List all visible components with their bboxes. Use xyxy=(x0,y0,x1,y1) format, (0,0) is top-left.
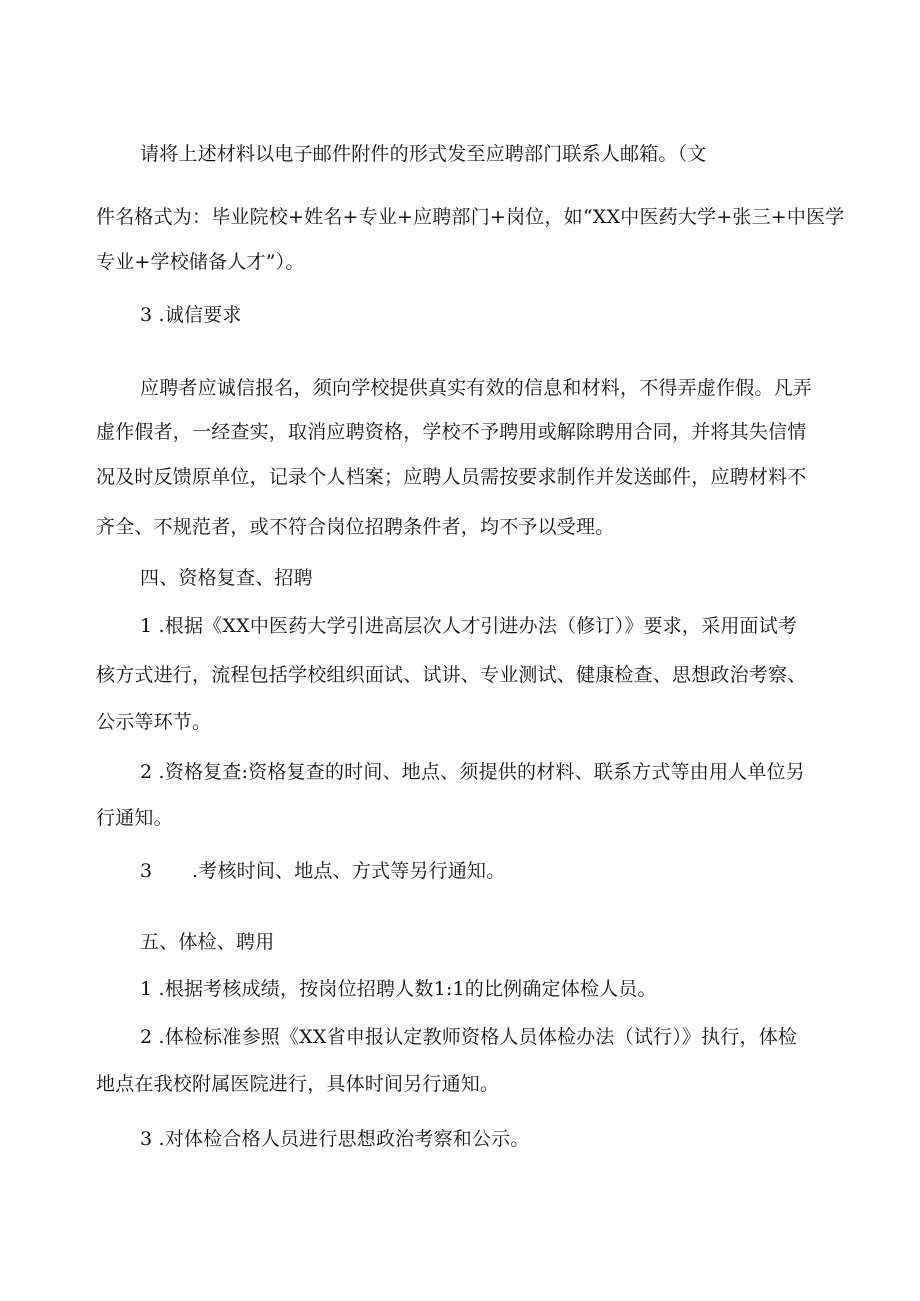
paragraph-email-instruction-line-1: 请将上述材料以电子邮件附件的形式发至应聘部门联系人邮箱。（文 xyxy=(140,143,707,165)
item-four-1-line-3: 公示等环节。 xyxy=(96,711,212,733)
section-heading-four: 四、资格复查、招聘 xyxy=(140,567,313,589)
paragraph-integrity-line-1: 应聘者应诚信报名，须向学校提供真实有效的信息和材料，不得弄虚作假。凡弄 xyxy=(140,377,813,399)
item-five-1: 1 .根据考核成绩，按岗位招聘人数1:1的比例确定体检人员。 xyxy=(140,978,657,1000)
item-four-1-line-1: 1 .根据《XX中医药大学引进高层次人才引进办法（修订）》要求，采用面试考 xyxy=(140,615,798,637)
paragraph-email-instruction-line-3: 专业+学校储备人才”）。 xyxy=(96,251,305,273)
item-four-3-number: 3 xyxy=(140,860,153,882)
paragraph-integrity-line-4: 齐全、不规范者，或不符合岗位招聘条件者，均不予以受理。 xyxy=(96,516,615,538)
section-heading-five: 五、体检、聘用 xyxy=(140,931,275,953)
item-five-2-line-1: 2 .体检标准参照《XX省申报认定教师资格人员体检办法（试行）》执行，体检 xyxy=(140,1026,798,1048)
paragraph-integrity-line-2: 虚作假者，一经查实，取消应聘资格，学校不予聘用或解除聘用合同，并将其失信情 xyxy=(96,421,807,443)
heading-integrity-requirements: 3 .诚信要求 xyxy=(140,304,242,326)
item-four-3-text: .考核时间、地点、方式等另行通知。 xyxy=(192,860,506,882)
item-five-2-line-2: 地点在我校附属医院进行，具体时间另行通知。 xyxy=(96,1073,500,1095)
paragraph-integrity-line-3: 况及时反馈原单位，记录个人档案；应聘人员需按要求制作并发送邮件，应聘材料不 xyxy=(96,466,807,488)
paragraph-email-instruction-line-2: 件名格式为：毕业院校+姓名+专业+应聘部门+岗位，如“XX中医药大学+张三+中医学 xyxy=(96,206,845,228)
item-five-3: 3 .对体检合格人员进行思想政治考察和公示。 xyxy=(140,1128,530,1150)
item-four-1-line-2: 核方式进行，流程包括学校组织面试、试讲、专业测试、健康检查、思想政治考察、 xyxy=(96,664,807,686)
item-four-2-line-1: 2 .资格复查:资格复查的时间、地点、须提供的材料、联系方式等由用人单位另 xyxy=(140,761,805,783)
item-four-2-line-2: 行通知。 xyxy=(96,807,173,829)
